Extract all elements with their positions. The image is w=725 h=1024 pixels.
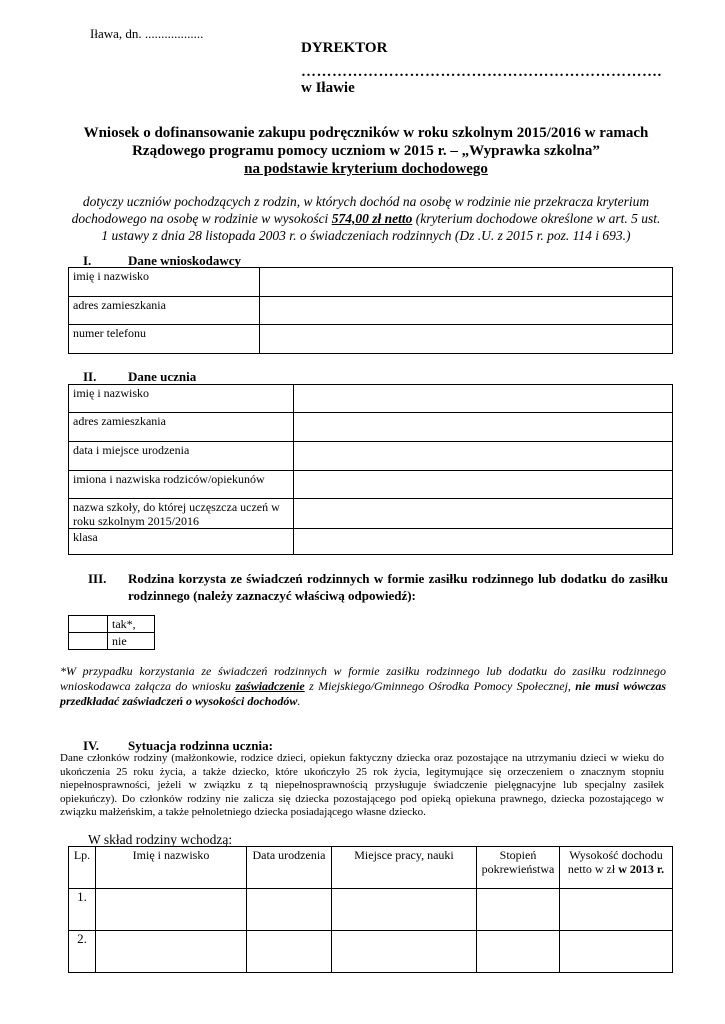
title-line-3: na podstawie kryterium dochodowego (244, 161, 488, 177)
criterion-description (70, 193, 662, 244)
section-3-title: Rodzina korzysta ze świadczeń rodzinnych w formie zasiłku rodzinnego lub dodatku do zasiłku rodzinnego (należy zaznaczyć właściwą odpowiedź): (128, 571, 668, 603)
section-2-number: II. (83, 369, 97, 384)
student-label-birth: data i miejsce urodzenia (69, 442, 294, 471)
student-name-field[interactable] (294, 385, 673, 413)
footnote-text-2: z Miejskiego/Gminnego Ośrodka Pomocy Społecznej, (304, 679, 576, 693)
criterion-text-1: dotyczy uczniów pochodzących z rodzin, w których dochód na osobę w rodzinie nie przekracza kryterium dochodowego na osobę w rodzinie w wysokości (71, 194, 650, 226)
applicant-phone-field[interactable] (260, 325, 673, 354)
row-2-birth-field[interactable] (247, 931, 332, 973)
section-3-number: III. (88, 571, 107, 586)
header-work-place: Miejsce pracy, nauki (332, 847, 477, 889)
applicant-label-address: adres zamieszkania (69, 297, 260, 325)
answer-yes-checkbox[interactable] (69, 616, 108, 633)
footnote-certificate: zaświadczenie (235, 679, 305, 693)
family-table (68, 846, 673, 973)
recipient-dots: ……………………………………………………………. (301, 64, 662, 80)
row-1-work-field[interactable] (332, 889, 477, 931)
table-row (69, 889, 673, 931)
student-label-school: nazwa szkoły, do której uczęszcza uczeń w roku szkolnym 2015/2016 (69, 499, 294, 529)
student-label-parents: imiona i nazwiska rodziców/opiekunów (69, 471, 294, 499)
family-label: W skład rodziny wchodzą: (88, 832, 233, 847)
benefits-answer-table (68, 615, 155, 650)
footnote (60, 664, 666, 709)
row-1-birth-field[interactable] (247, 889, 332, 931)
section-1-title: Dane wnioskodawcy (128, 253, 242, 268)
footnote-no-need: nie musi wówczas przedkładać zaświadczeń o wysokości dochodów (60, 679, 666, 708)
header-birth-date: Data urodzenia (247, 847, 332, 889)
row-1-income-field[interactable] (560, 889, 673, 931)
footnote-text-3: . (297, 694, 301, 708)
footnote-text-1: *W przypadku korzystania ze świadczeń rodzinnych w formie zasiłku rodzinnego lub dodatku do zasiłku rodzinnego wnioskodawca załącza do wniosku (60, 664, 666, 693)
header-name: Imię i nazwisko (96, 847, 247, 889)
answer-yes-label: tak*, (108, 616, 155, 633)
header-income-year: w 2013 r. (618, 862, 665, 876)
document-title (60, 124, 672, 178)
row-2-work-field[interactable] (332, 931, 477, 973)
row-2-name-field[interactable] (96, 931, 247, 973)
section-2-title: Dane ucznia (128, 369, 197, 384)
section-3 (88, 570, 668, 604)
student-label-name: imię i nazwisko (69, 385, 294, 413)
family-definition: Dane członków rodziny (małżonkowie, rodzice dzieci, opiekun faktyczny dziecka oraz pozostające na utrzymaniu dzieci w wieku do ukończenia 25 roku życia, a także dziecko, które ukończyło 25 rok życia, legitymujące się orzeczeniem o znacznym stopniu niepełnosprawności, jeżeli w związku z tą niepełnosprawnością przysługuje świadczenie pielęgnacyjne lub specjalny zasiłek opiekuńczy). Do członków rodziny nie zalicza się dziecka pozostającego pod opieką opiekuna prawnego, dziecka pozostającego w związku małżeńskim, a także pełnoletniego dziecka posiadającego własne dziecko. (60, 752, 664, 818)
section-4-title: Sytuacja rodzinna ucznia: (128, 738, 273, 753)
student-label-class: klasa (69, 529, 294, 555)
header-relationship: Stopień pokrewieństwa (477, 847, 560, 889)
answer-no-label: nie (108, 633, 155, 650)
applicant-label-phone: numer telefonu (69, 325, 260, 354)
criterion-amount: 574,00 zł netto (331, 211, 413, 226)
student-label-address: adres zamieszkania (69, 413, 294, 442)
row-number: 1. (69, 889, 96, 931)
section-1-number: I. (83, 253, 92, 268)
student-table (68, 384, 673, 555)
recipient-title: DYREKTOR (301, 40, 388, 56)
section-4-number: IV. (83, 738, 100, 753)
student-address-field[interactable] (294, 413, 673, 442)
applicant-table (68, 267, 673, 354)
place-date-line: Iława, dn. .................. (90, 26, 204, 41)
header-income (560, 847, 673, 889)
row-1-relationship-field[interactable] (477, 889, 560, 931)
student-school-field[interactable] (294, 499, 673, 529)
title-line-1: Wniosek o dofinansowanie zakupu podręczników w roku szkolnym 2015/2016 w ramach (83, 125, 649, 141)
criterion-text-2: (kryterium dochodowe określone w art. 5 ust. 1 ustawy z dnia 28 listopada 2003 r. o świadczeniach rodzinnych (Dz .U. z 2015 r. poz. 114 i 693.) (101, 211, 661, 243)
title-line-2: Rządowego programu pomocy uczniom w 2015 r. – „Wyprawka szkolna” (132, 143, 600, 159)
student-class-field[interactable] (294, 529, 673, 555)
table-row (69, 931, 673, 973)
header-income-label: Wysokość dochodu netto w zł (567, 848, 663, 876)
row-2-relationship-field[interactable] (477, 931, 560, 973)
student-birth-field[interactable] (294, 442, 673, 471)
recipient-city: w Iławie (301, 80, 355, 96)
applicant-name-field[interactable] (260, 268, 673, 297)
row-2-income-field[interactable] (560, 931, 673, 973)
answer-no-checkbox[interactable] (69, 633, 108, 650)
applicant-address-field[interactable] (260, 297, 673, 325)
applicant-label-name: imię i nazwisko (69, 268, 260, 297)
student-parents-field[interactable] (294, 471, 673, 499)
row-number: 2. (69, 931, 96, 973)
row-1-name-field[interactable] (96, 889, 247, 931)
header-lp: Lp. (69, 847, 96, 889)
